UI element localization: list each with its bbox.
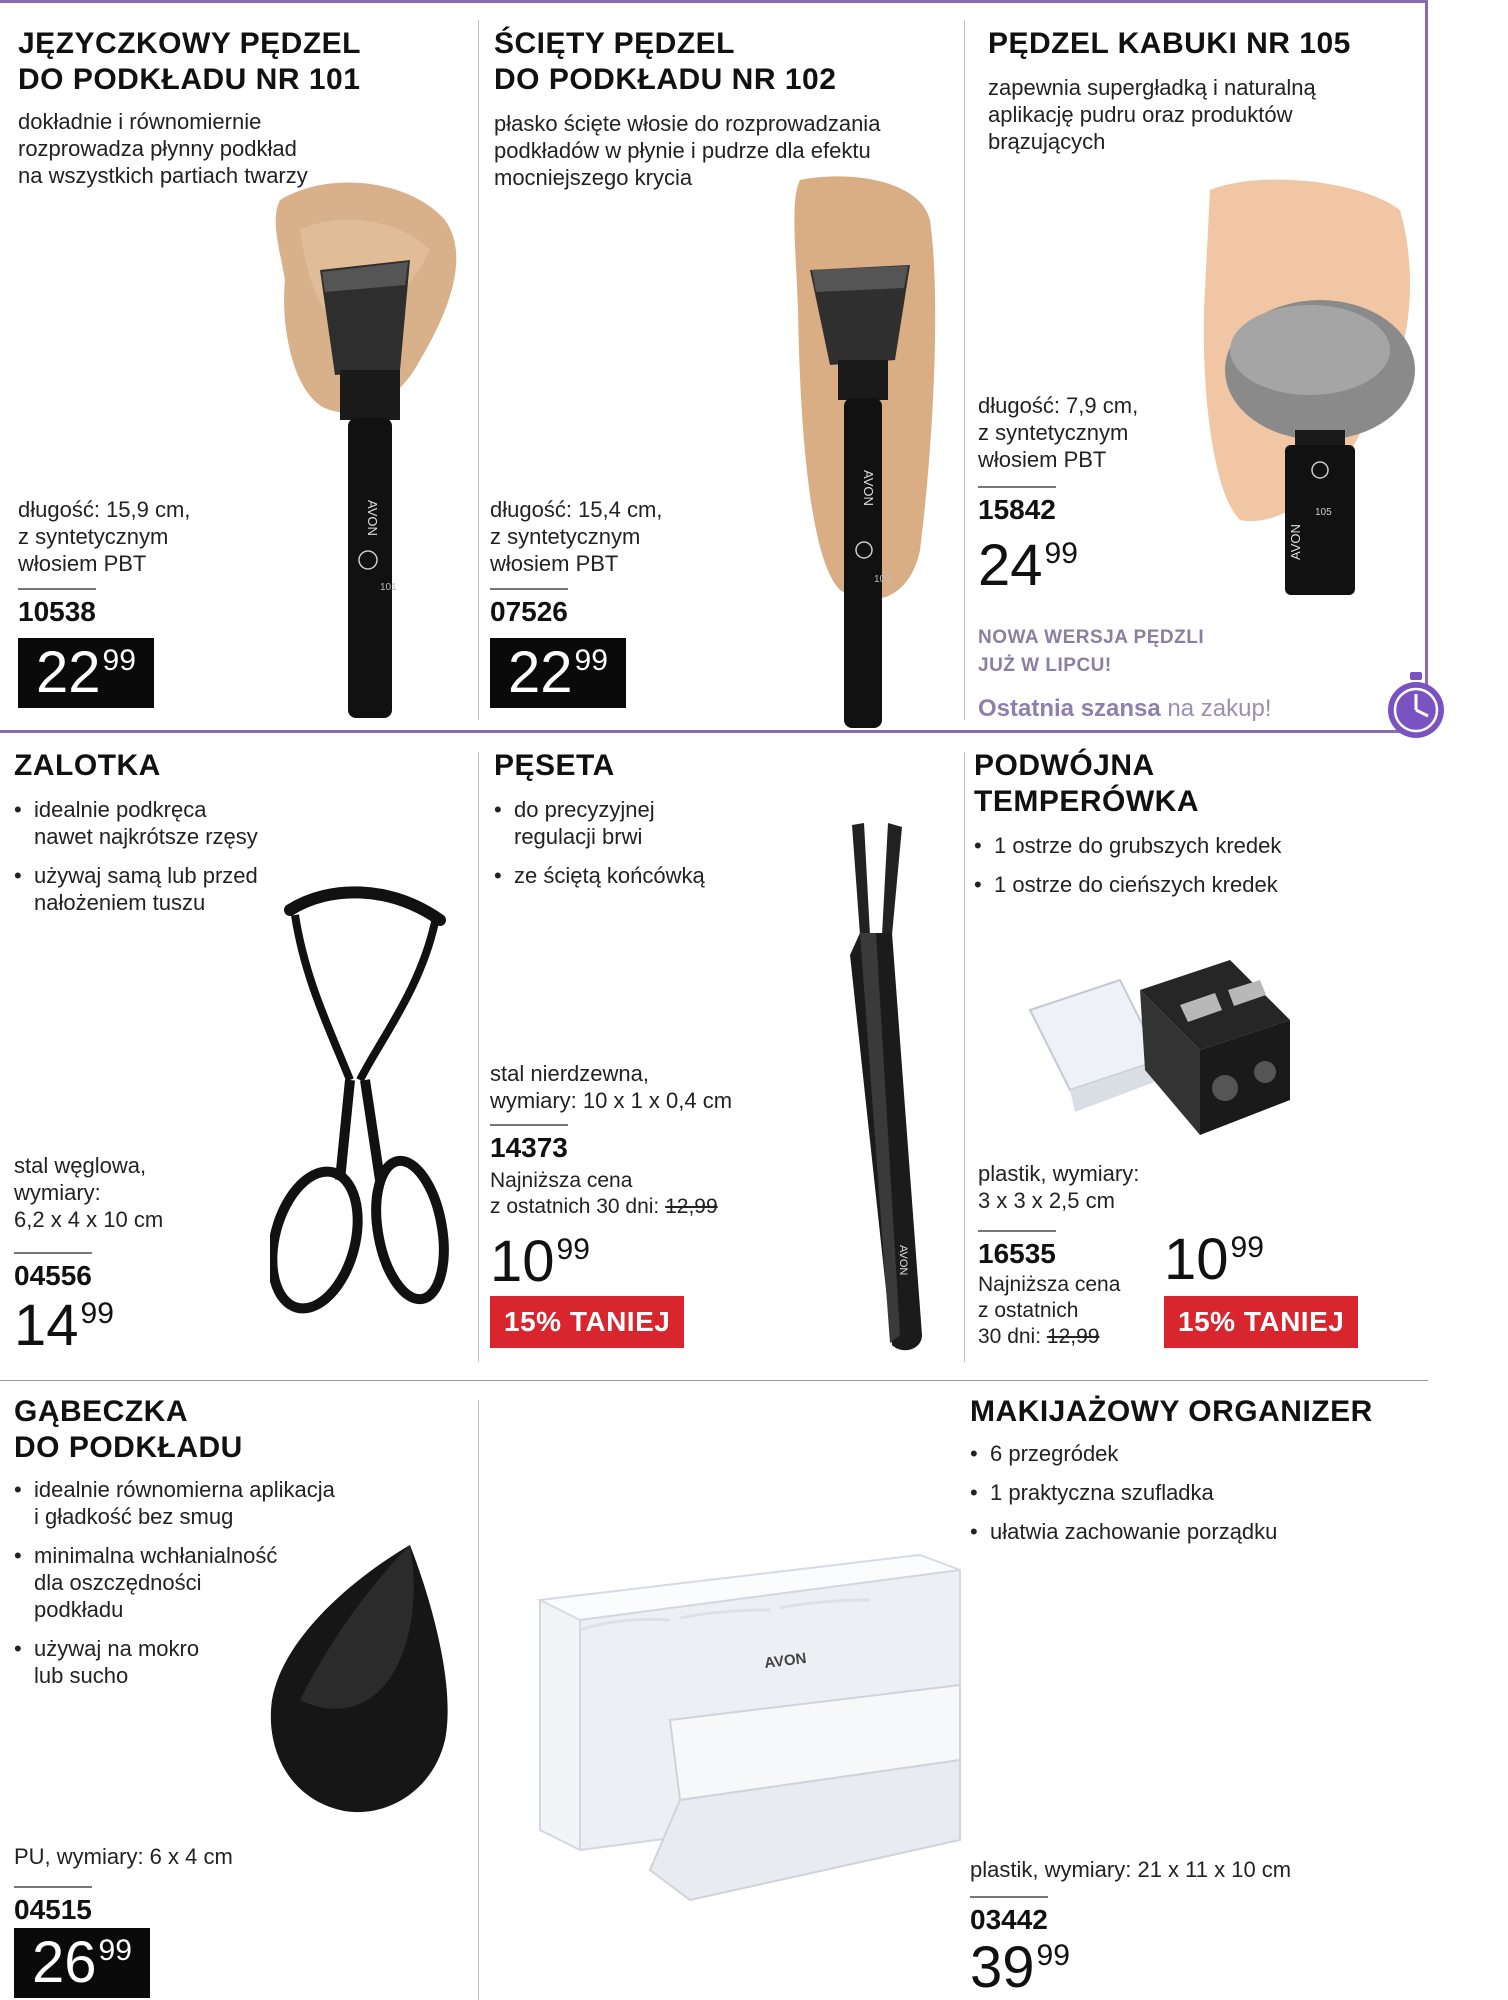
product-code: 03442 [970,1896,1048,1936]
price-box [18,638,154,708]
new-version-note: NOWA WERSJA PĘDZLI JUŻ W LIPCU! [978,627,1205,676]
product-title: JĘZYCZKOWY PĘDZEL DO PODKŁADU NR 101 [18,27,361,96]
foundation-brush-101-image [240,160,480,720]
bullet-item: • 1 ostrze do cieńszych kredek [974,871,1281,898]
discount-badge: 15% TANIEJ [1164,1296,1358,1348]
brand-label: AVON [897,1245,909,1276]
price-main: 24 [978,533,1043,598]
product-title: PĘDZEL KABUKI NR 105 [988,27,1351,60]
stopwatch-icon [1384,670,1448,740]
bullet-item: • ze ściętą końcówką [494,862,705,889]
product-code: 07526 [490,588,568,628]
bullet-item: • idealnie równomierna aplikacja i gładkość bez smug [14,1476,335,1530]
product-description: zapewnia supergładką i naturalną aplikację pudru oraz produktów brązujących [988,75,1316,154]
product-description: płasko ścięte włosie do rozprowadzania podkładów w płynie i pudrze dla efektu mocniejszego krycia [494,111,881,190]
bullet-item: • 1 ostrze do grubszych kredek [974,832,1281,859]
brush-number: 105 [1315,507,1332,518]
lowest-price-label: Najniższa cena z ostatnich 30 dni: [490,1169,660,1218]
price-cents: 99 [1044,537,1078,570]
price-cents: 99 [1036,1939,1070,1972]
discount-badge: 15% TANIEJ [490,1296,684,1348]
price-main: 14 [14,1293,79,1358]
product-code: 15842 [978,486,1056,526]
bullet-item: • minimalna wchłanialność dla oszczędności podkładu [14,1542,335,1623]
price-main: 22 [508,640,573,705]
eyelash-curler-image [270,880,470,1350]
product-spec: plastik, wymiary: 3 x 3 x 2,5 cm [978,1161,1140,1213]
price [978,533,1078,606]
bullet-item: • używaj samą lub przed nałożeniem tuszu [14,862,258,916]
brush-number: 101 [380,582,397,593]
row-divider [0,1380,1428,1381]
price [490,1229,590,1302]
product-bullets [14,796,258,928]
divider-mid-2 [964,752,965,1362]
price-cents: 99 [102,644,136,677]
lowest-price-note [490,1168,718,1220]
product-code: 16535 [978,1230,1056,1270]
brand-label: AVON [1288,524,1303,560]
product-bullets [970,1440,1277,1557]
price [14,1293,114,1366]
lowest-price-value: 12,99 [1046,1325,1100,1348]
price-main: 22 [36,640,101,705]
foundation-brush-102-image [770,170,970,730]
product-spec: długość: 15,4 cm, z syntetycznym włosiem PBT [490,497,663,576]
last-chance-bold: Ostatnia szansa [978,695,1161,722]
product-spec: stal węglowa, wymiary: 6,2 x 4 x 10 cm [14,1153,164,1232]
product-spec: długość: 7,9 cm, z syntetycznym włosiem PBT [978,393,1139,472]
product-spec: długość: 15,9 cm, z syntetycznym włosiem PBT [18,497,191,576]
bullet-item: • ułatwia zachowanie porządku [970,1518,1277,1545]
product-bullets [974,832,1281,910]
bullet-item: • używaj na mokro lub sucho [14,1635,335,1689]
brush-number: 102 [874,574,891,585]
price-cents: 99 [98,1934,132,1967]
price-main: 26 [32,1930,97,1995]
product-title: PODWÓJNA TEMPERÓWKA [974,749,1199,818]
double-sharpener-image [1020,950,1320,1150]
brand-label: AVON [365,500,380,536]
price-cents: 99 [556,1233,590,1266]
bullet-item: • 1 praktyczna szufladka [970,1479,1277,1506]
product-spec: stal nierdzewna, wymiary: 10 x 1 x 0,4 cm [490,1061,733,1113]
product-code: 04515 [14,1886,92,1926]
makeup-sponge-image [260,1540,460,1820]
product-spec: plastik, wymiary: 21 x 11 x 10 cm [970,1857,1292,1882]
bullet-item: • idealnie podkręca nawet najkrótsze rzęsy [14,796,258,850]
price-box [14,1928,150,1998]
price-main: 39 [970,1935,1035,2000]
product-title: ŚCIĘTY PĘDZEL DO PODKŁADU NR 102 [494,27,837,96]
price-box [490,638,626,708]
lowest-price-note [978,1272,1120,1350]
price-cents: 99 [574,644,608,677]
makeup-organizer-image [520,1540,980,1930]
divider-mid-1 [478,752,479,1362]
product-description: dokładnie i równomiernie rozprowadza płynny podkład na wszystkich partiach twarzy [18,109,308,188]
product-title: PĘSETA [494,749,615,782]
product-title: ZALOTKA [14,749,161,782]
product-title: MAKIJAŻOWY ORGANIZER [970,1395,1373,1428]
price-main: 10 [490,1229,555,1294]
brand-label: AVON [861,470,876,506]
price [1164,1227,1264,1300]
price [970,1935,1070,2000]
bullet-item: • do precyzyjnej regulacji brwi [494,796,705,850]
bullet-item: • 6 przegródek [970,1440,1277,1467]
last-chance-note [978,694,1272,724]
price-cents: 99 [80,1297,114,1330]
product-code: 10538 [18,588,96,628]
product-spec: PU, wymiary: 6 x 4 cm [14,1844,233,1869]
product-code: 14373 [490,1124,568,1164]
kabuki-brush-105-image [1200,170,1430,610]
tweezers-image [830,815,940,1355]
product-title: GĄBECZKA DO PODKŁADU [14,1395,243,1464]
brand-label: AVON [763,1649,808,1672]
product-bullets [494,796,705,901]
last-chance-rest: na zakup! [1160,695,1272,722]
lowest-price-label: Najniższa cena z ostatnich 30 dni: [978,1273,1121,1348]
price-cents: 99 [1230,1231,1264,1264]
price-main: 10 [1164,1227,1229,1292]
lowest-price-value: 12,99 [665,1195,718,1218]
product-code: 04556 [14,1252,92,1292]
divider-bottom-1 [478,1400,479,2000]
